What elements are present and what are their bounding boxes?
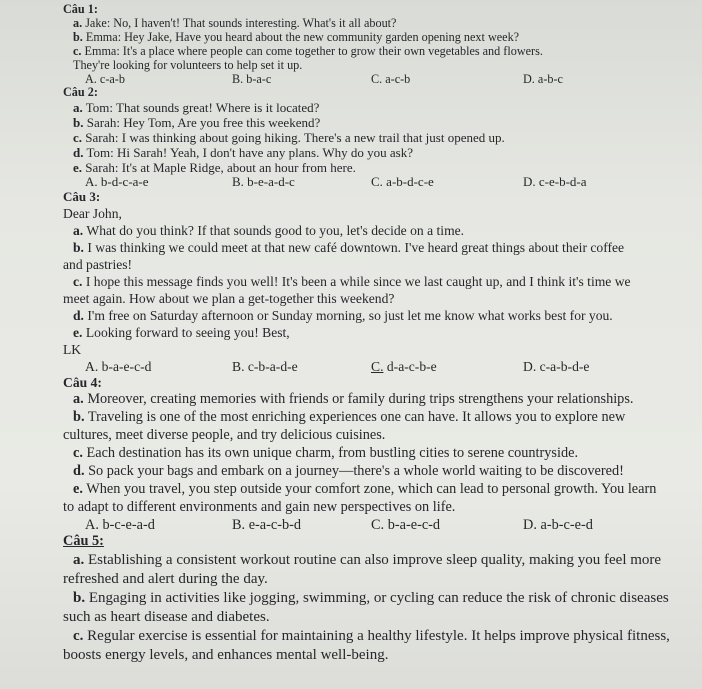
q3-line-d: d. I'm free on Saturday afternoon or Sunday morning, so just let me know what works best for you. xyxy=(73,308,613,323)
q4-option-a[interactable]: A. b-c-e-a-d xyxy=(85,517,155,533)
q3-line-b-cont: and pastries! xyxy=(63,257,133,272)
q2-options xyxy=(0,174,702,189)
question-5-title: Câu 5: xyxy=(63,533,104,549)
q5-line-b-cont: such as heart disease and diabetes. xyxy=(63,609,270,625)
q1-line-c xyxy=(73,44,543,59)
q2-line-e: e. Sarah: It's at Maple Ridge, about an hour from here. xyxy=(73,160,356,175)
q2-option-d[interactable]: D. c-e-b-d-a xyxy=(523,174,587,189)
q4-line-a: a. Moreover, creating memories with friends or family during trips strengthens your relationships. xyxy=(73,391,634,407)
q3-line-c-cont: meet again. How about we plan a get-together this weekend? xyxy=(63,291,395,306)
q1-line-a-text: Jake: No, I haven't! That sounds interesting. What's it all about? xyxy=(85,16,397,30)
q1-line-b-label: b. xyxy=(73,30,83,44)
q4-line-b-cont: cultures, meet diverse people, and try delicious cuisines. xyxy=(63,427,386,443)
q5-line-b: b. Engaging in activities like jogging, swimming, or cycling can reduce the risk of chronic diseases xyxy=(73,590,669,606)
q3-option-c[interactable]: C. d-a-c-b-e xyxy=(371,359,437,374)
q1-line-c-label: c. xyxy=(73,44,82,58)
q4-line-c: c. Each destination has its own unique charm, from bustling cities to serene countryside. xyxy=(73,445,579,461)
q1-line-a-label: a. xyxy=(73,16,83,30)
q2-line-d: d. Tom: Hi Sarah! Yeah, I don't have any plans. Why do you ask? xyxy=(73,145,413,160)
q2-option-b[interactable]: B. b-e-a-d-c xyxy=(232,174,295,189)
q5-line-c-cont: boosts energy levels, and enhances mental well-being. xyxy=(63,647,389,663)
q3-option-a[interactable]: A. b-a-e-c-d xyxy=(85,359,152,374)
question-4-title: Câu 4: xyxy=(63,375,102,390)
q3-options xyxy=(0,359,702,375)
q2-option-c[interactable]: C. a-b-d-c-e xyxy=(371,174,434,189)
q3-line-a: a. What do you think? If that sounds good to you, let's decide on a time. xyxy=(73,223,465,238)
question-3-title: Câu 3: xyxy=(63,189,101,204)
q1-options xyxy=(0,72,702,87)
q5-line-a: a. Establishing a consistent workout routine can also improve sleep quality, making you feel more xyxy=(73,552,662,568)
q3-signature: LK xyxy=(63,342,82,357)
q5-line-a-cont: refreshed and alert during the day. xyxy=(63,571,268,587)
q1-line-c-text: Emma: It's a place where people can come together to grow their own vegetables and flowers. xyxy=(84,44,543,58)
q1-option-c[interactable]: C. a-c-b xyxy=(371,72,411,86)
q1-line-a xyxy=(73,16,396,31)
q3-line-b: b. I was thinking we could meet at that new café downtown. I've heard great things about their coffee xyxy=(73,240,625,255)
q3-salutation: Dear John, xyxy=(63,206,122,221)
q3-line-c: c. I hope this message finds you well! It's been a while since we last caught up, and I think it's time we xyxy=(73,274,631,289)
question-1-title: Câu 1: xyxy=(63,2,98,16)
question-2-title: Câu 2: xyxy=(63,85,98,99)
q3-line-e: e. Looking forward to seeing you! Best, xyxy=(73,325,290,340)
q4-line-b: b. Traveling is one of the most enriching experiences one can have. It allows you to explore new xyxy=(73,409,626,425)
q1-option-b[interactable]: B. b-a-c xyxy=(232,72,272,86)
q2-line-c: c. Sarah: I was thinking about going hiking. There's a new trail that just opened up. xyxy=(73,130,505,145)
q3-option-b[interactable]: B. c-b-a-d-e xyxy=(232,359,298,374)
q4-line-e-cont: to adapt to different environments and gain new perspectives on life. xyxy=(63,499,456,515)
q2-option-a[interactable]: A. b-d-c-a-e xyxy=(85,174,149,189)
q4-line-d: d. So pack your bags and embark on a journey—there's a whole world waiting to be discovered! xyxy=(73,463,624,479)
q4-option-c[interactable]: C. b-a-e-c-d xyxy=(371,517,441,533)
q1-option-a[interactable]: A. c-a-b xyxy=(85,72,125,86)
q4-options xyxy=(0,518,702,534)
q1-line-c-cont: They're looking for volunteers to help set it up. xyxy=(73,58,303,72)
q2-line-b: b. Sarah: Hey Tom, Are you free this weekend? xyxy=(73,115,321,130)
q1-option-d[interactable]: D. a-b-c xyxy=(523,72,563,86)
q4-option-b[interactable]: B. e-a-c-b-d xyxy=(232,517,302,533)
q5-line-c: c. Regular exercise is essential for maintaining a healthy lifestyle. It helps improve physical fitness, xyxy=(73,628,670,644)
q3-option-d[interactable]: D. c-a-b-d-e xyxy=(523,359,590,374)
q4-line-e: e. When you travel, you step outside your comfort zone, which can lead to personal growth. You learn xyxy=(73,481,657,497)
q2-line-a: a. Tom: That sounds great! Where is it located? xyxy=(73,100,320,115)
q1-line-b-text: Emma: Hey Jake, Have you heard about the new community garden opening next week? xyxy=(85,30,520,44)
q4-option-d[interactable]: D. a-b-c-e-d xyxy=(523,517,593,533)
q1-line-b xyxy=(73,30,519,45)
